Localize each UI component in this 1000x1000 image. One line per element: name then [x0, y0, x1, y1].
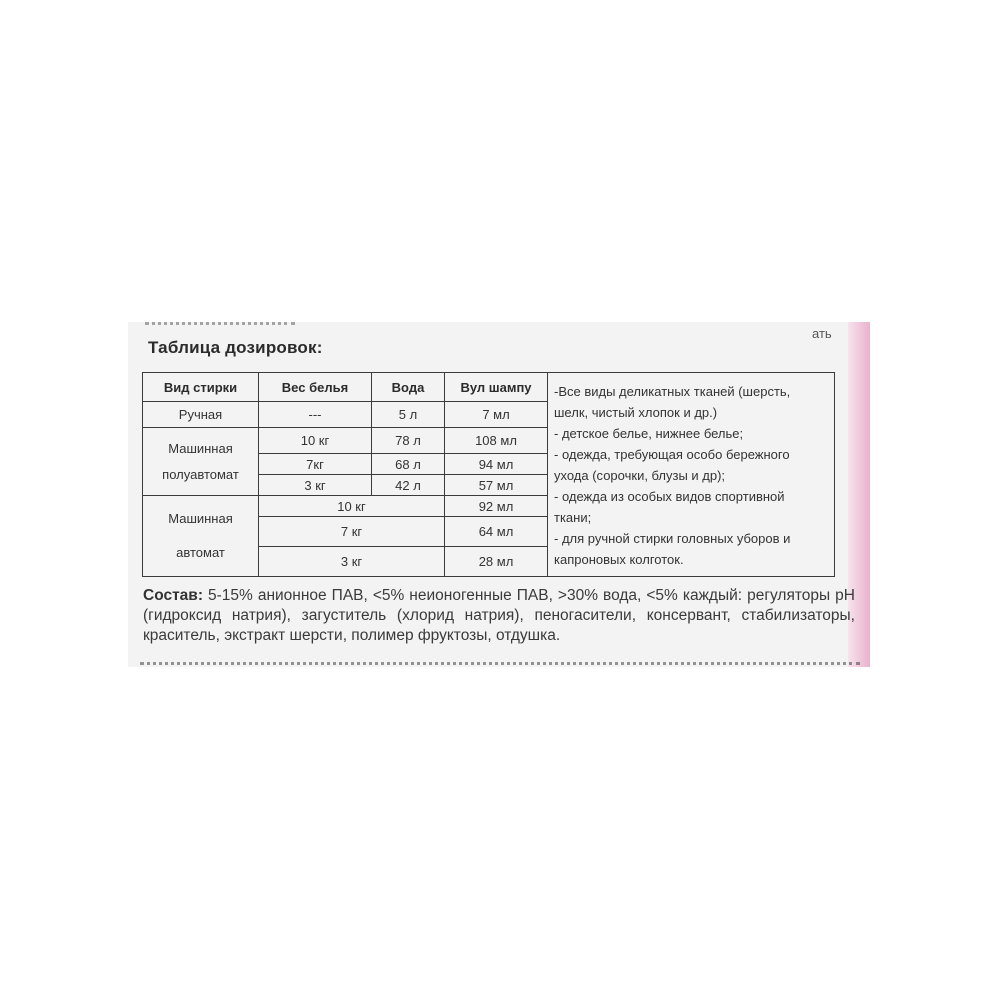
- cell-weight: 7кг: [259, 454, 372, 475]
- cell-shampoo: 108 мл: [445, 428, 548, 454]
- composition-text: 5-15% анионное ПАВ, <5% неионогенные ПАВ, >30% вода, <5% каждый: регуляторы pH (гидроксид натрия), загуститель (хлорид натрия), пеногасители, консервант, стабилизаторы, краситель, экстракт шерсти, полимер фруктозы, отдушка.: [143, 587, 855, 644]
- composition-label: Состав:: [143, 587, 203, 604]
- cell-shampoo: 94 мл: [445, 454, 548, 475]
- note-line: шелк, чистый хлопок и др.): [554, 405, 718, 420]
- note-line: капроновых колготок.: [554, 552, 684, 567]
- note-line: ухода (сорочки, блузы и др);: [554, 468, 726, 483]
- cell-weight: 10 кг: [259, 496, 445, 517]
- cell-weight: ---: [259, 402, 372, 428]
- cell-weight: 10 кг: [259, 428, 372, 454]
- cell-weight: 3 кг: [259, 547, 445, 577]
- cell-shampoo: 64 мл: [445, 517, 548, 547]
- note-line: - детское белье, нижнее белье;: [554, 426, 744, 441]
- note-line: ткани;: [554, 510, 592, 525]
- cell-water: 42 л: [372, 475, 445, 496]
- note-line: - одежда из особых видов спортивной: [554, 489, 785, 504]
- cell-wash-type: Ручная: [143, 402, 259, 428]
- cell-shampoo: 28 мл: [445, 547, 548, 577]
- table-title: Таблица дозировок:: [148, 338, 323, 357]
- cell-water: 5 л: [372, 402, 445, 428]
- cell-wash-type: Машинная автомат: [143, 496, 259, 577]
- usage-notes: [548, 373, 835, 577]
- cell-weight: 3 кг: [259, 475, 372, 496]
- cut-off-text-top: [145, 322, 295, 333]
- cell-shampoo: 7 мл: [445, 402, 548, 428]
- cell-wash-type: Машинная полуавтомат: [143, 428, 259, 496]
- cut-off-text-bottom: [140, 662, 860, 671]
- table-header-row: [143, 373, 835, 402]
- cut-off-text-top-right: ать: [812, 326, 832, 341]
- note-line: - для ручной стирки головных уборов и: [554, 531, 791, 546]
- dosage-table: [142, 372, 835, 577]
- header-laundry-weight: Вес белья: [259, 373, 372, 402]
- composition-paragraph: [143, 586, 855, 646]
- header-shampoo: Вул шампу: [445, 373, 548, 402]
- cell-shampoo: 92 мл: [445, 496, 548, 517]
- note-line: -Все виды деликатных тканей (шерсть,: [554, 384, 791, 399]
- header-wash-type: Вид стирки: [143, 373, 259, 402]
- cell-shampoo: 57 мл: [445, 475, 548, 496]
- cell-weight: 7 кг: [259, 517, 445, 547]
- cell-water: 78 л: [372, 428, 445, 454]
- note-line: - одежда, требующая особо бережного: [554, 447, 790, 462]
- cell-water: 68 л: [372, 454, 445, 475]
- header-water: Вода: [372, 373, 445, 402]
